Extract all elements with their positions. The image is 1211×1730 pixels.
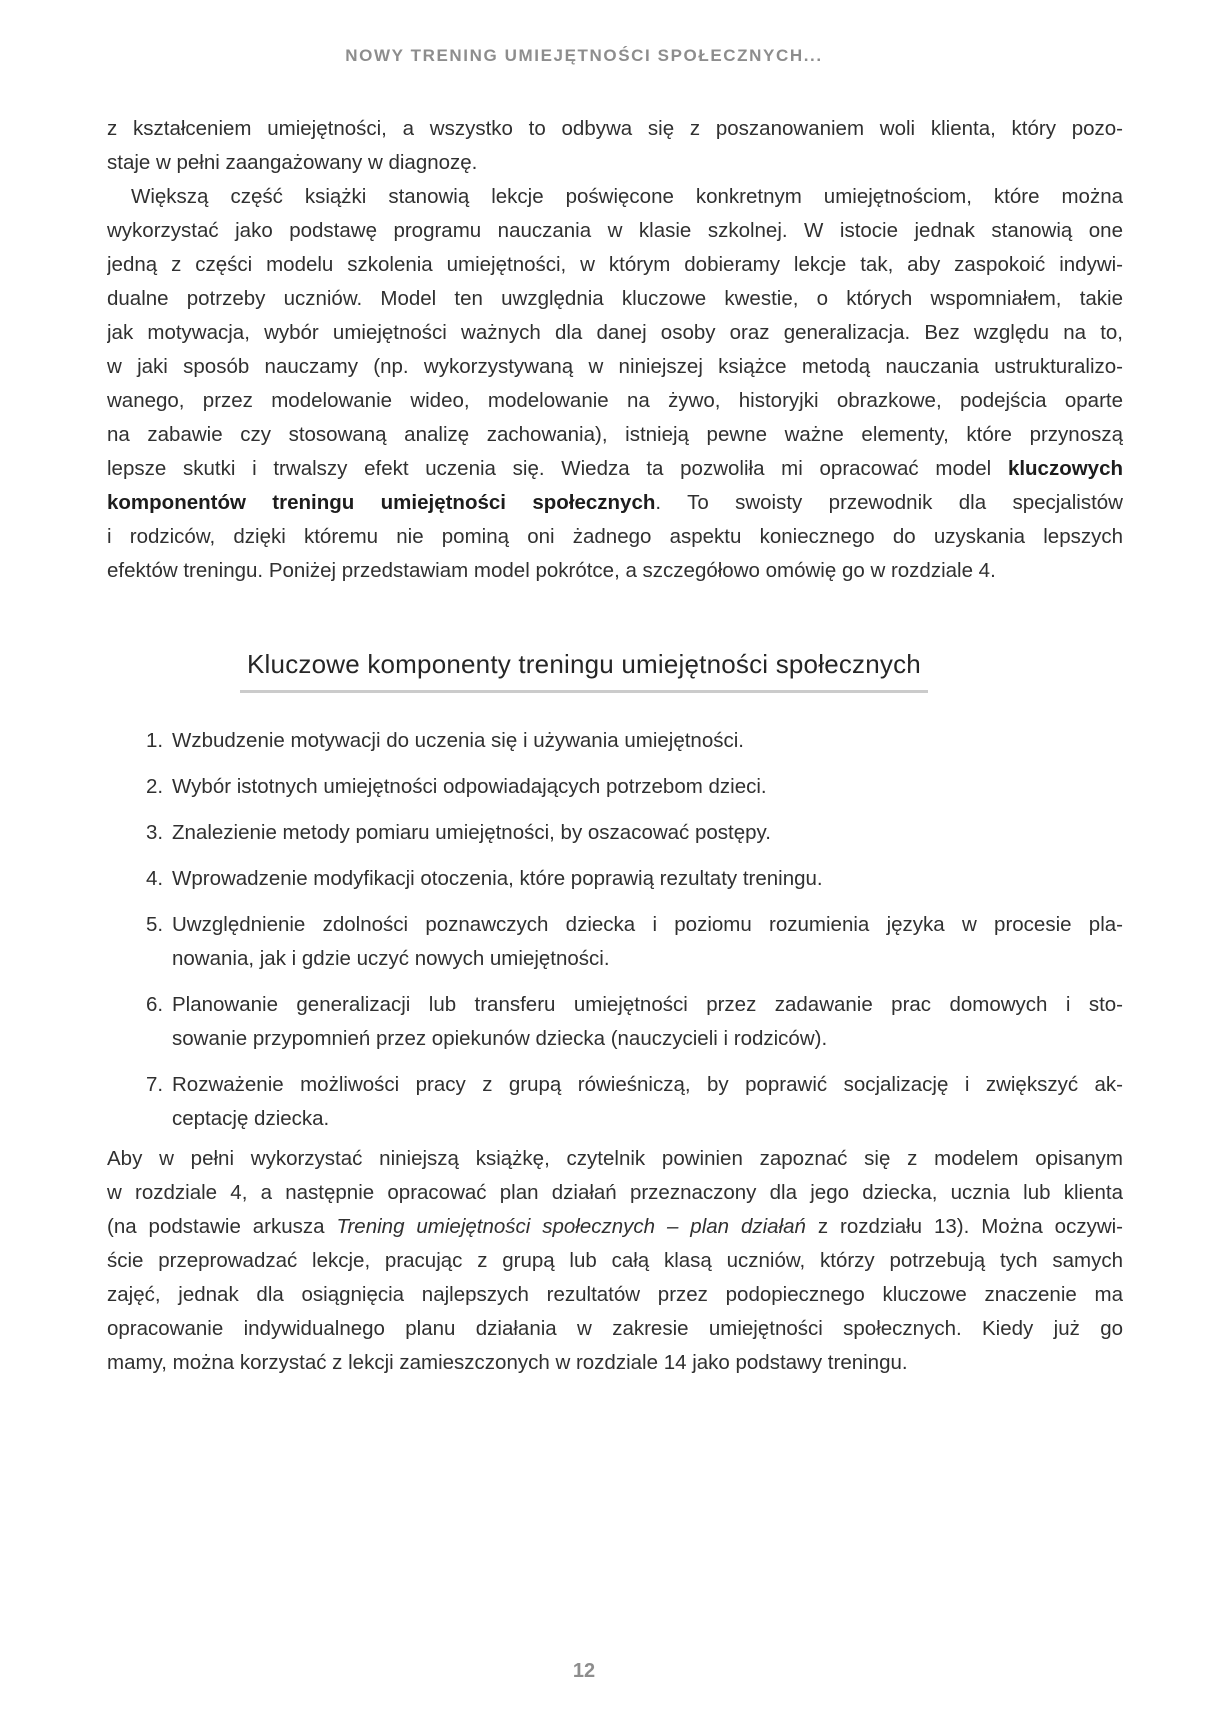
list-item (107, 908, 1123, 976)
content-flow (107, 112, 1123, 1380)
text-line (107, 486, 1123, 520)
list-item-number: 4. (146, 867, 164, 890)
list-item (107, 770, 1123, 804)
text-segment: Planowanie generalizacji lub transferu umiejętności przez zadawanie prac domowych i sto- (172, 993, 1123, 1016)
text-line (107, 1210, 1123, 1244)
text-segment: w rozdziale 4, a następnie opracować plan działań przeznaczony dla jego dziecka, ucznia lub klienta (107, 1181, 1123, 1204)
list-item-number: 5. (146, 913, 164, 936)
text-line (107, 1244, 1123, 1278)
text-segment: efektów treningu. Poniżej przedstawiam model pokrótce, a szczegółowo omówię go w rozdziale 4. (107, 559, 996, 582)
closing-paragraph (107, 1142, 1123, 1380)
text-line (107, 282, 1123, 316)
text-segment: staje w pełni zaangażowany w diagnozę. (107, 151, 478, 174)
text-line (107, 112, 1123, 146)
text-segment: z rozdziału 13). Można oczywi- (805, 1215, 1123, 1238)
text-line (107, 418, 1123, 452)
text-segment: Uwzględnienie zdolności poznawczych dziecka i poziomu rozumienia języka w procesie pla- (172, 913, 1123, 936)
text-line (172, 862, 1123, 896)
text-segment: nowania, jak i gdzie uczyć nowych umiejętności. (172, 947, 610, 970)
text-line (172, 1102, 1123, 1136)
list-item-number: 6. (146, 993, 164, 1016)
text-line (107, 214, 1123, 248)
text-line (107, 1142, 1123, 1176)
text-line (172, 1022, 1123, 1056)
list-item (107, 988, 1123, 1056)
text-segment: Znalezienie metody pomiaru umiejętności, by oszacować postępy. (172, 821, 771, 844)
text-line (107, 554, 1123, 588)
text-segment: Rozważenie możliwości pracy z grupą rówieśniczą, by poprawić socjalizację i zwiększyć ak- (172, 1073, 1123, 1096)
text-segment: ście przeprowadzać lekcje, pracując z grupą lub całą klasą uczniów, którzy potrzebują tych samych (107, 1249, 1123, 1272)
text-segment: sowanie przypomnień przez opiekunów dziecka (nauczycieli i rodziców). (172, 1027, 828, 1050)
text-segment: dualne potrzeby uczniów. Model ten uwzględnia kluczowe kwestie, o których wspomniałem, takie (107, 287, 1123, 310)
list-item-number: 3. (146, 821, 164, 844)
heading-rule (240, 690, 928, 693)
text-segment: Trening umiejętności społecznych – plan działań (336, 1215, 806, 1238)
text-segment: zajęć, jednak dla osiągnięcia najlepszych rezultatów przez podopiecznego kluczowe znaczenie ma (107, 1283, 1123, 1306)
text-line (172, 770, 1123, 804)
text-segment: kluczowych (1007, 457, 1123, 480)
text-segment: z kształceniem umiejętności, a wszystko to odbywa się z poszanowaniem woli klienta, który pozo- (107, 117, 1123, 140)
list-item (107, 1068, 1123, 1136)
text-line (107, 180, 1123, 214)
text-line (172, 942, 1123, 976)
list-item (107, 816, 1123, 850)
text-segment: komponentów treningu umiejętności społecznych (107, 491, 656, 514)
text-segment: wanego, przez modelowanie wideo, modelowanie na żywo, historyjki obrazkowe, podejścia oparte (107, 389, 1123, 412)
text-line (107, 1346, 1123, 1380)
list-item-number: 7. (146, 1073, 164, 1096)
text-line (107, 452, 1123, 486)
text-segment: Aby w pełni wykorzystać niniejszą książkę, czytelnik powinien zapoznać się z modelem opisanym (107, 1147, 1123, 1170)
text-segment: i rodziców, dzięki któremu nie pominą oni żadnego aspektu koniecznego do uzyskania lepszych (107, 525, 1123, 548)
body-paragraph (107, 112, 1123, 180)
list-item-number: 2. (146, 775, 164, 798)
page-number: 12 (572, 1660, 596, 1682)
text-line (107, 146, 1123, 180)
text-segment: Wprowadzenie modyfikacji otoczenia, które poprawią rezultaty treningu. (172, 867, 823, 890)
text-segment: Wzbudzenie motywacji do uczenia się i używania umiejętności. (172, 729, 744, 752)
text-segment: lepsze skutki i trwalszy efekt uczenia się. Wiedza ta pozwoliła mi opracować model (107, 457, 1008, 480)
text-line (107, 350, 1123, 384)
text-segment: wykorzystać jako podstawę programu nauczania w klasie szkolnej. W istocie jednak stanowią one (107, 219, 1123, 242)
section-heading: Kluczowe komponenty treningu umiejętności społecznych (247, 649, 921, 679)
text-line (107, 316, 1123, 350)
numbered-list (107, 724, 1123, 1136)
text-line (172, 908, 1123, 942)
text-line (107, 248, 1123, 282)
list-item (107, 724, 1123, 758)
text-segment: mamy, można korzystać z lekcji zamieszczonych w rozdziale 14 jako podstawy treningu. (107, 1351, 908, 1374)
list-item-number: 1. (146, 729, 164, 752)
text-segment: jak motywacja, wybór umiejętności ważnych dla danej osoby oraz generalizacja. Bez względu na to, (107, 321, 1123, 344)
text-segment: jedną z części modelu szkolenia umiejętności, w którym dobieramy lekcje tak, aby zaspokoić indywi- (107, 253, 1123, 276)
list-item (107, 862, 1123, 896)
text-line (172, 988, 1123, 1022)
text-segment: Większą część książki stanowią lekcje poświęcone konkretnym umiejętnościom, które można (131, 185, 1123, 208)
text-line (107, 1312, 1123, 1346)
text-segment: opracowanie indywidualnego planu działania w zakresie umiejętności społecznych. Kiedy już go (107, 1317, 1123, 1340)
text-segment: na zabawie czy stosowaną analizę zachowania), istnieją pewne ważne elementy, które przynoszą (107, 423, 1123, 446)
text-segment: . To swoisty przewodnik dla specjalistów (655, 491, 1123, 514)
text-line (172, 1068, 1123, 1102)
body-paragraph (107, 180, 1123, 588)
text-segment: w jaki sposób nauczamy (np. wykorzystywaną w niniejszej książce metodą nauczania ustrukturalizo- (107, 355, 1123, 378)
text-line (107, 1278, 1123, 1312)
text-line (107, 520, 1123, 554)
text-line (172, 724, 1123, 758)
text-segment: (na podstawie arkusza (107, 1215, 337, 1238)
text-segment: Wybór istotnych umiejętności odpowiadających potrzebom dzieci. (172, 775, 767, 798)
text-line (107, 384, 1123, 418)
section-heading-block (0, 644, 1168, 693)
text-segment: ceptację dziecka. (172, 1107, 330, 1130)
running-header: NOWY TRENING UMIEJĘTNOŚCI SPOŁECZNYCH... (345, 46, 823, 65)
text-line (107, 1176, 1123, 1210)
text-line (172, 816, 1123, 850)
